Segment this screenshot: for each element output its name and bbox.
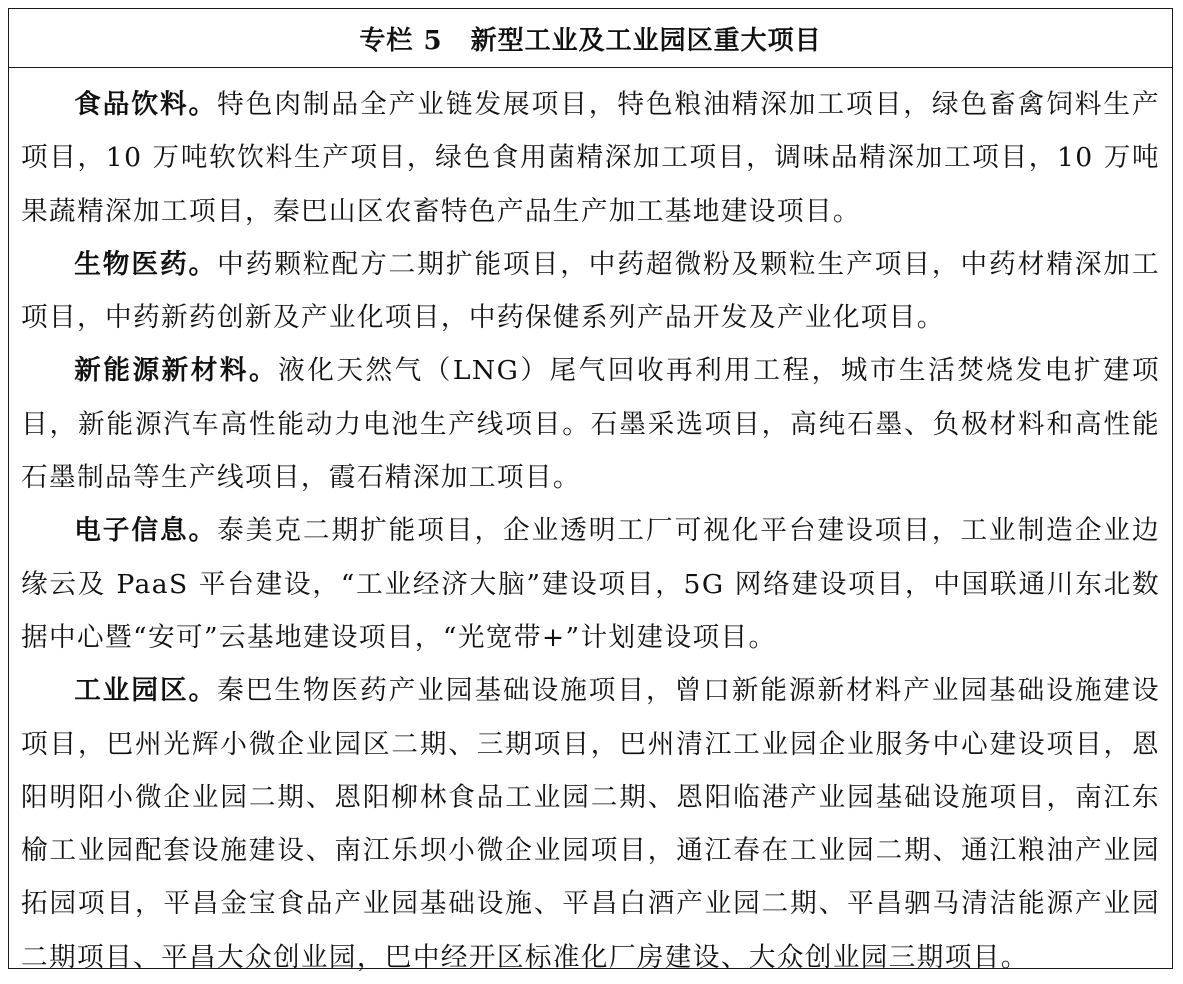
section-food-beverage: [21, 78, 1160, 238]
section-text: 特色肉制品全产业链发展项目，特色粮油精深加工项目，绿色畜禽饲料生产项目，10 万吨软饮料生产项目，绿色食用菌精深加工项目，调味品精深加工项目，10 万吨果蔬精深加工项目，秦巴山区农畜特色产品生产加工基地建设项目。: [21, 89, 1160, 227]
column-title-bar: [9, 9, 1172, 68]
column-title: 新型工业及工业园区重大项目: [470, 25, 822, 56]
column-content: [9, 68, 1172, 984]
section-heading: 新能源新材料。: [74, 355, 279, 387]
section-biomedicine: [21, 238, 1160, 345]
section-heading: 电子信息。: [74, 515, 218, 547]
section-industrial-parks: [21, 664, 1160, 984]
section-heading: 食品饮料。: [74, 89, 218, 120]
section-text: 泰美克二期扩能项目，企业透明工厂可视化平台建设项目，工业制造企业边缘云及 PaaS 平台建设，“工业经济大脑”建设项目，5G 网络建设项目，中国联通川东北数据中心暨“安可”云基地建设项目，“光宽带+”计划建设项目。: [21, 515, 1160, 653]
section-heading: 生物医药。: [74, 248, 218, 280]
column-label: 专栏 5: [359, 25, 443, 56]
section-heading: 工业园区。: [74, 675, 218, 707]
section-new-energy-materials: [21, 344, 1160, 504]
section-text: 中药颗粒配方二期扩能项目，中药超微粉及颗粒生产项目，中药材精深加工项目，中药新药创新及产业化项目，中药保健系列产品开发及产业化项目。: [21, 248, 1160, 334]
column-box: [8, 8, 1173, 973]
section-text: 液化天然气（LNG）尾气回收再利用工程，城市生活焚烧发电扩建项目，新能源汽车高性能动力电池生产线项目。石墨采选项目，高纯石墨、负极材料和高性能石墨制品等生产线项目，霞石精深加工项目。: [21, 355, 1160, 494]
section-electronic-information: [21, 504, 1160, 664]
section-text: 秦巴生物医药产业园基础设施项目，曾口新能源新材料产业园基础设施建设项目，巴州光辉小微企业园区二期、三期项目，巴州清江工业园企业服务中心建设项目，恩阳明阳小微企业园二期、恩阳柳林食品工业园二期、恩阳临港产业园基础设施项目，南江东榆工业园配套设施建设、南江乐坝小微企业园项目，通江春在工业园二期、通江粮油产业园拓园项目，平昌金宝食品产业园基础设施、平昌白酒产业园二期、平昌驷马清洁能源产业园二期项目、平昌大众创业园，巴中经开区标准化厂房建设、大众创业园三期项目。: [21, 675, 1160, 973]
